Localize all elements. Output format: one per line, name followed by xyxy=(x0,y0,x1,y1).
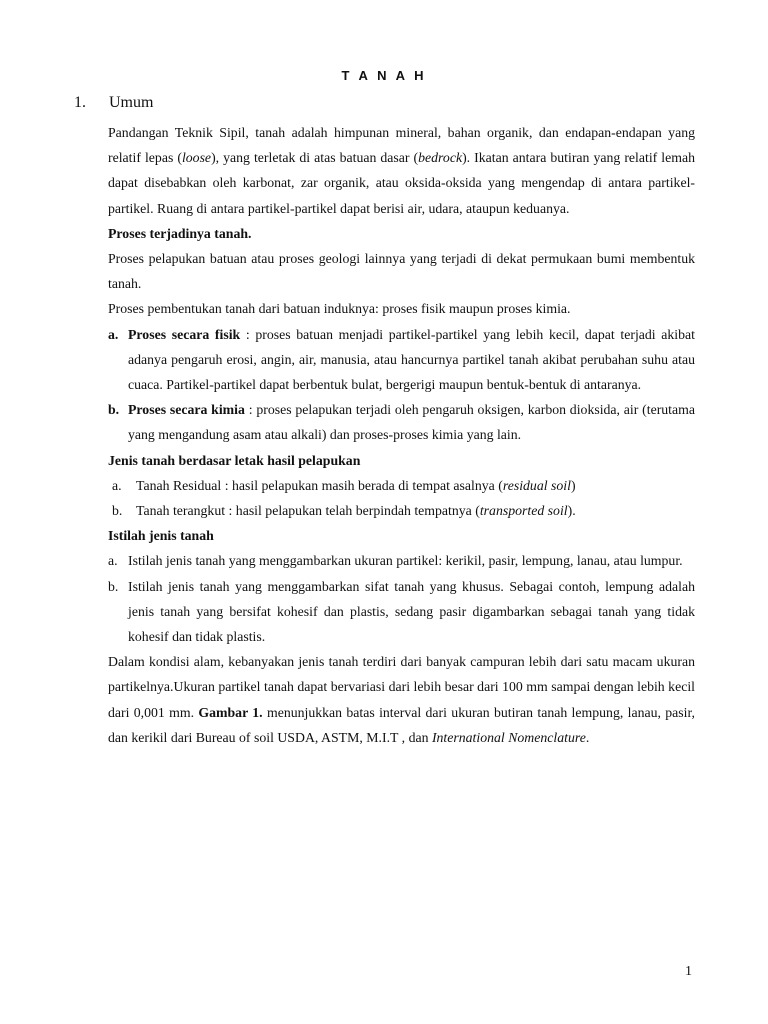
closing-text: menunjukkan batas interval dari ukuran butiran tanah lempung, lanau, pasir, dan kerikil dari Bureau of soil USDA, ASTM, M.I.T , dan xyxy=(108,704,695,745)
closing-text: . xyxy=(585,729,590,745)
figure-reference: Gambar 1. xyxy=(198,704,263,720)
list-item xyxy=(108,473,695,498)
list-text: Istilah jenis tanah yang menggambarkan sifat tanah yang khusus. Sebagai contoh, lempung adalah jenis tanah yang bersifat kohesif dan plastis, sedang pasir digambarkan sebagai tanah yang tidak kohesif dan tidak plastis. xyxy=(128,578,695,645)
intro-text: ), yang terletak di atas batuan dasar ( xyxy=(211,150,419,166)
list-label: a. xyxy=(108,326,119,342)
list-text: : proses batuan menjadi partikel-partikel yang lebih kecil, dapat terjadi akibat adanya pengaruh erosi, angin, air, manusia, atau hancurnya partikel tanah akibat perubahan suhu atau cuaca. Partikel-partikel dapat berbentuk bulat, bergerigi maupun bentuk-bentuk di antaranya. xyxy=(128,326,695,393)
document-body xyxy=(108,120,695,750)
list-term: residual soil xyxy=(502,477,571,493)
intro-paragraph xyxy=(108,120,695,221)
intro-text: Pandangan Teknik Sipil, tanah adalah himpunan mineral, bahan organik, dan endapan-endapan yang relatif lepas ( xyxy=(108,125,695,166)
list-item xyxy=(108,397,695,447)
list-text: ) xyxy=(570,477,576,493)
list-label: b. xyxy=(108,402,120,418)
closing-text: Dalam kondisi alam, kebanyakan jenis tanah terdiri dari banyak campuran lebih dari satu macam ukuran partikelnya.Ukuran partikel tanah dapat bervariasi dari lebih besar dari 100 mm sampai dengan lebih kecil dari 0,001 mm. xyxy=(108,654,695,720)
istilah-heading: Istilah jenis tanah xyxy=(108,528,214,544)
list-term: Proses secara kimia xyxy=(128,402,245,418)
list-label: b. xyxy=(108,578,119,594)
list-text: : proses pelapukan terjadi oleh pengaruh oksigen, karbon dioksida, air (terutama yang mengandung asam atau alkali) dan proses-proses kimia yang lain. xyxy=(128,402,695,443)
list-text: Tanah Residual : hasil pelapukan masih berada di tempat asalnya ( xyxy=(136,477,503,493)
list-term: transported soil xyxy=(479,503,568,519)
closing-paragraph xyxy=(108,649,695,750)
section-number: 1. xyxy=(74,94,86,111)
list-label: b. xyxy=(112,503,123,519)
list-text: Istilah jenis tanah yang menggambarkan ukuran partikel: kerikil, pasir, lempung, lanau, atau lumpur. xyxy=(128,553,683,569)
document-title: T A N A H xyxy=(341,68,427,83)
list-text: Tanah terangkut : hasil pelapukan telah berpindah tempatnya ( xyxy=(136,503,480,519)
list-term: Proses secara fisik xyxy=(128,326,241,342)
list-item xyxy=(108,574,695,650)
list-item xyxy=(108,498,695,523)
list-label: a. xyxy=(108,553,118,569)
list-item xyxy=(108,322,695,398)
page-number: 1 xyxy=(685,964,692,979)
proses-paragraph: Proses pelapukan batuan atau proses geologi lainnya yang terjadi di dekat permukaan bumi membentuk tanah. xyxy=(108,251,695,292)
proses-paragraph: Proses pembentukan tanah dari batuan induknya: proses fisik maupun proses kimia. xyxy=(108,301,571,317)
list-item xyxy=(108,548,695,573)
section-title: Umum xyxy=(109,94,154,111)
list-label: a. xyxy=(112,477,122,493)
list-text: ). xyxy=(567,503,576,519)
closing-term: International Nomenclature xyxy=(431,729,586,745)
intro-term-bedrock: bedrock xyxy=(418,150,463,166)
proses-heading: Proses terjadinya tanah. xyxy=(108,225,252,241)
intro-text: ). Ikatan antara butiran yang relatif lemah dapat disebabkan oleh karbonat, zar organik, atau oksida-oksida yang mengendap di antara partikel-partikel. Ruang di antara partikel-partikel dapat berisi air, udara, ataupun keduanya. xyxy=(108,150,695,216)
intro-term-loose: loose xyxy=(181,150,212,166)
jenis-heading: Jenis tanah berdasar letak hasil pelapukan xyxy=(108,452,361,468)
